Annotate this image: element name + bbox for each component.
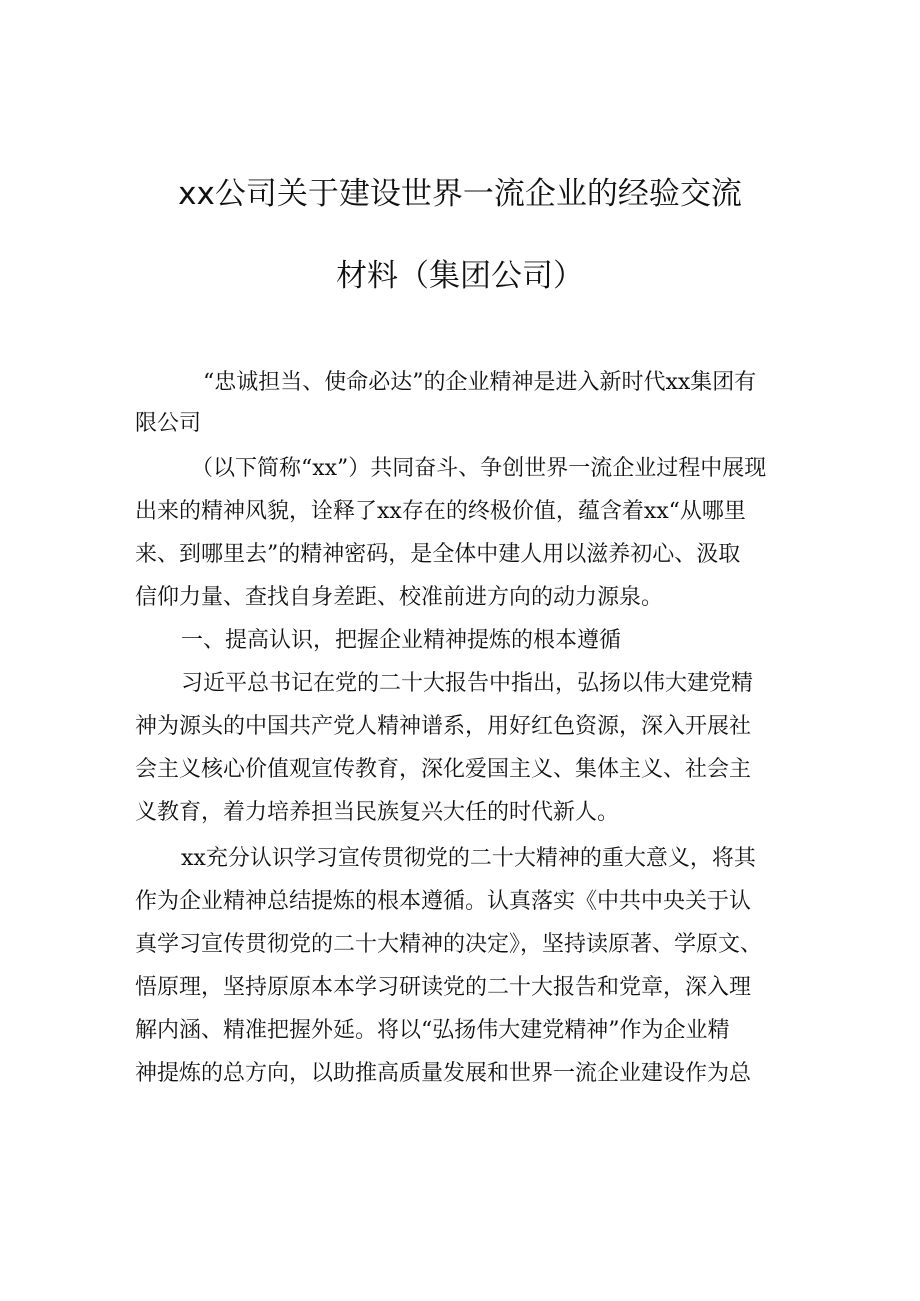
paragraph-4-line-4: 悟原理，坚持原原本本学习研读党的二十大报告和党章，深入理 — [135, 975, 752, 1000]
paragraph-2-line-1: （以下简称“xx”）共同奋斗、争创世界一流企业过程中展现 — [191, 456, 767, 481]
paragraph-4-line-5: 解内涵、精准把握外延。将以“弘扬伟大建党精神”作为企业精 — [135, 1018, 730, 1043]
paragraph-2-line-4: 信仰力量、查找自身差距、校准前进方向的动力源泉。 — [135, 585, 664, 610]
paragraph-3-line-4: 义教育，着力培养担当民族复兴大任的时代新人。 — [135, 800, 620, 825]
paragraph-4-line-3: 真学习宣传贯彻党的二十大精神的决定》，坚持读原著、学原文、 — [135, 932, 763, 957]
paragraph-4-line-1: xx充分认识学习宣传贯彻党的二十大精神的重大意义，将其 — [181, 846, 756, 871]
paragraph-3-line-1: 习近平总书记在党的二十大报告中指出，弘扬以伟大建党精 — [181, 671, 754, 696]
paragraph-3-line-3: 会主义核心价值观宣传教育，深化爱国主义、集体主义、社会主 — [135, 757, 752, 782]
paragraph-4-line-2: 作为企业精神总结提炼的根本遵循。认真落实《中共中央关于认 — [135, 889, 752, 914]
paragraph-1-line-2: 限公司 — [135, 411, 202, 436]
section-heading-1: 一、提高认识，把握企业精神提炼的根本遵循 — [181, 628, 622, 653]
document-title-line-2: 材料（集团公司） — [336, 258, 584, 294]
paragraph-3-line-2: 神为源头的中国共产党人精神谱系，用好红色资源，深入开展社 — [135, 714, 752, 739]
paragraph-4-line-6: 神提炼的总方向，以助推高质量发展和世界一流企业建设作为总 — [135, 1061, 752, 1086]
paragraph-2-line-3: 来、到哪里去”的精神密码，是全体中建人用以滋养初心、汲取 — [135, 542, 741, 567]
paragraph-1-line-1: “忠诚担当、使命必达”的企业精神是进入新时代xx集团有 — [203, 370, 757, 395]
paragraph-2-line-2: 出来的精神风貌，诠释了xx存在的终极价值，蕴含着xx“从哪里 — [135, 499, 746, 524]
document-title-line-1: xx公司关于建设世界一流企业的经验交流 — [178, 176, 742, 212]
